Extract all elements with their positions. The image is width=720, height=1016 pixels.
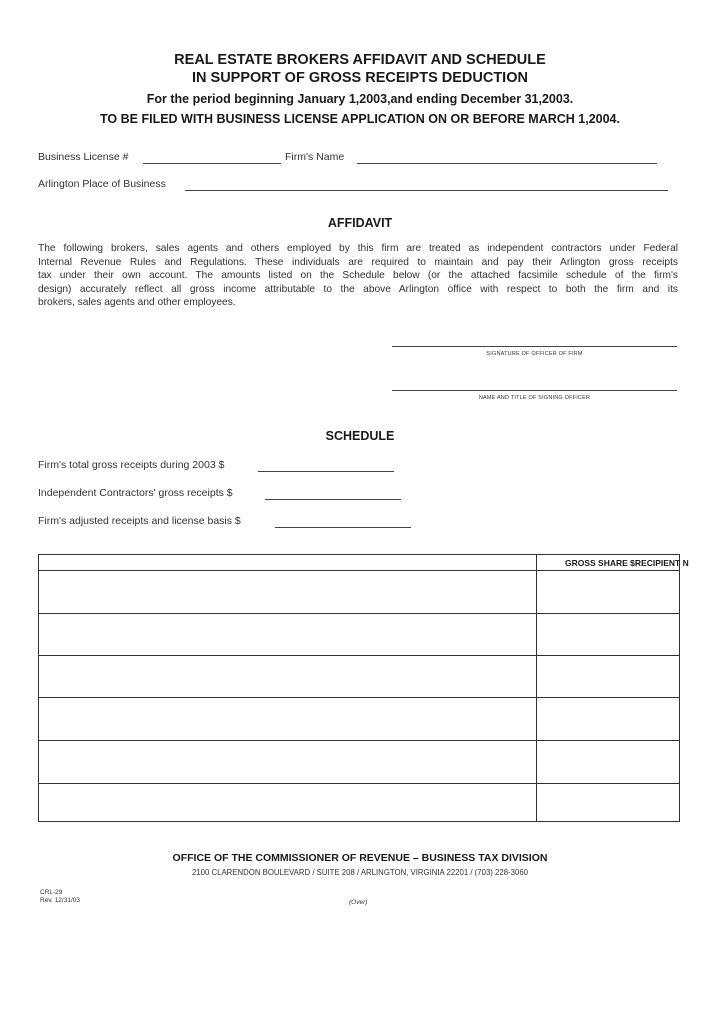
table-row-name-cell[interactable] — [39, 570, 535, 612]
affidavit-line: The following brokers, sales agents and others employed by this firm are treated as independent contractors under Federal — [38, 243, 678, 254]
form-title-line1: REAL ESTATE BROKERS AFFIDAVIT AND SCHEDULE — [174, 52, 546, 68]
table-row-divider — [39, 697, 679, 698]
affidavit-heading: AFFIDAVIT — [327, 216, 393, 230]
schedule-heading: SCHEDULE — [325, 429, 395, 443]
form-revision: Rev. 12/31/03 — [40, 897, 80, 904]
place-of-business-field[interactable] — [185, 190, 668, 191]
contractors-receipts-field[interactable] — [265, 499, 401, 500]
over-note: (Over) — [349, 899, 368, 906]
total-receipts-field[interactable] — [258, 471, 394, 472]
affidavit-line: tax under their own account. The amounts listed on the Schedule below (or the attached facsimile schedule of the firm's — [38, 270, 678, 282]
affidavit-line: design) accurately reflect all gross income attributable to the above Arlington office with respect to both the firm and its — [38, 283, 678, 295]
affidavit-paragraph — [38, 242, 678, 310]
signature-caption: SIGNATURE OF OFFICER OF FIRM — [486, 351, 583, 357]
business-license-field[interactable] — [143, 163, 281, 164]
filing-note: TO BE FILED WITH BUSINESS LICENSE APPLICATION ON OR BEFORE MARCH 1,2004. — [100, 112, 620, 126]
affidavit-line: brokers, sales agents and other employees. — [38, 297, 236, 309]
signature-field[interactable] — [392, 346, 677, 347]
table-row-divider — [39, 740, 679, 741]
affidavit-line: Internal Revenue Rules and Regulations. These individuals are required to maintain and pay their Arlington gross receipts — [38, 256, 678, 268]
table-row-divider — [39, 613, 679, 614]
table-row-divider — [39, 655, 679, 656]
form-number: CRL-29 — [40, 889, 63, 896]
total-receipts-label: Firm's total gross receipts during 2003 $ — [38, 459, 225, 471]
place-of-business-label: Arlington Place of Business — [38, 178, 166, 190]
firm-name-label: Firm's Name — [285, 151, 345, 163]
adjusted-receipts-field[interactable] — [275, 527, 411, 528]
period-statement: For the period beginning January 1,2003,and ending December 31,2003. — [146, 92, 574, 106]
business-license-label: Business License # — [38, 151, 129, 163]
table-column-header: GROSS SHARE $RECIPIENT N — [565, 558, 689, 568]
firm-name-field[interactable] — [357, 163, 657, 164]
table-row-divider — [39, 783, 679, 784]
footer-address: 2100 CLARENDON BOULEVARD / SUITE 208 / ARLINGTON, VIRGINIA 22201 / (703) 228-3060 — [192, 868, 528, 877]
contractors-receipts-label: Independent Contractors' gross receipts $ — [38, 487, 233, 499]
form-title-line2: IN SUPPORT OF GROSS RECEIPTS DEDUCTION — [192, 70, 528, 86]
name-title-field[interactable] — [392, 390, 677, 391]
adjusted-receipts-label: Firm's adjusted receipts and license basis $ — [38, 515, 241, 527]
footer-office: OFFICE OF THE COMMISSIONER OF REVENUE – BUSINESS TAX DIVISION — [172, 852, 548, 864]
table-row-amount-cell[interactable] — [537, 570, 679, 612]
name-title-caption: NAME AND TITLE OF SIGNING OFFICER — [478, 395, 591, 401]
